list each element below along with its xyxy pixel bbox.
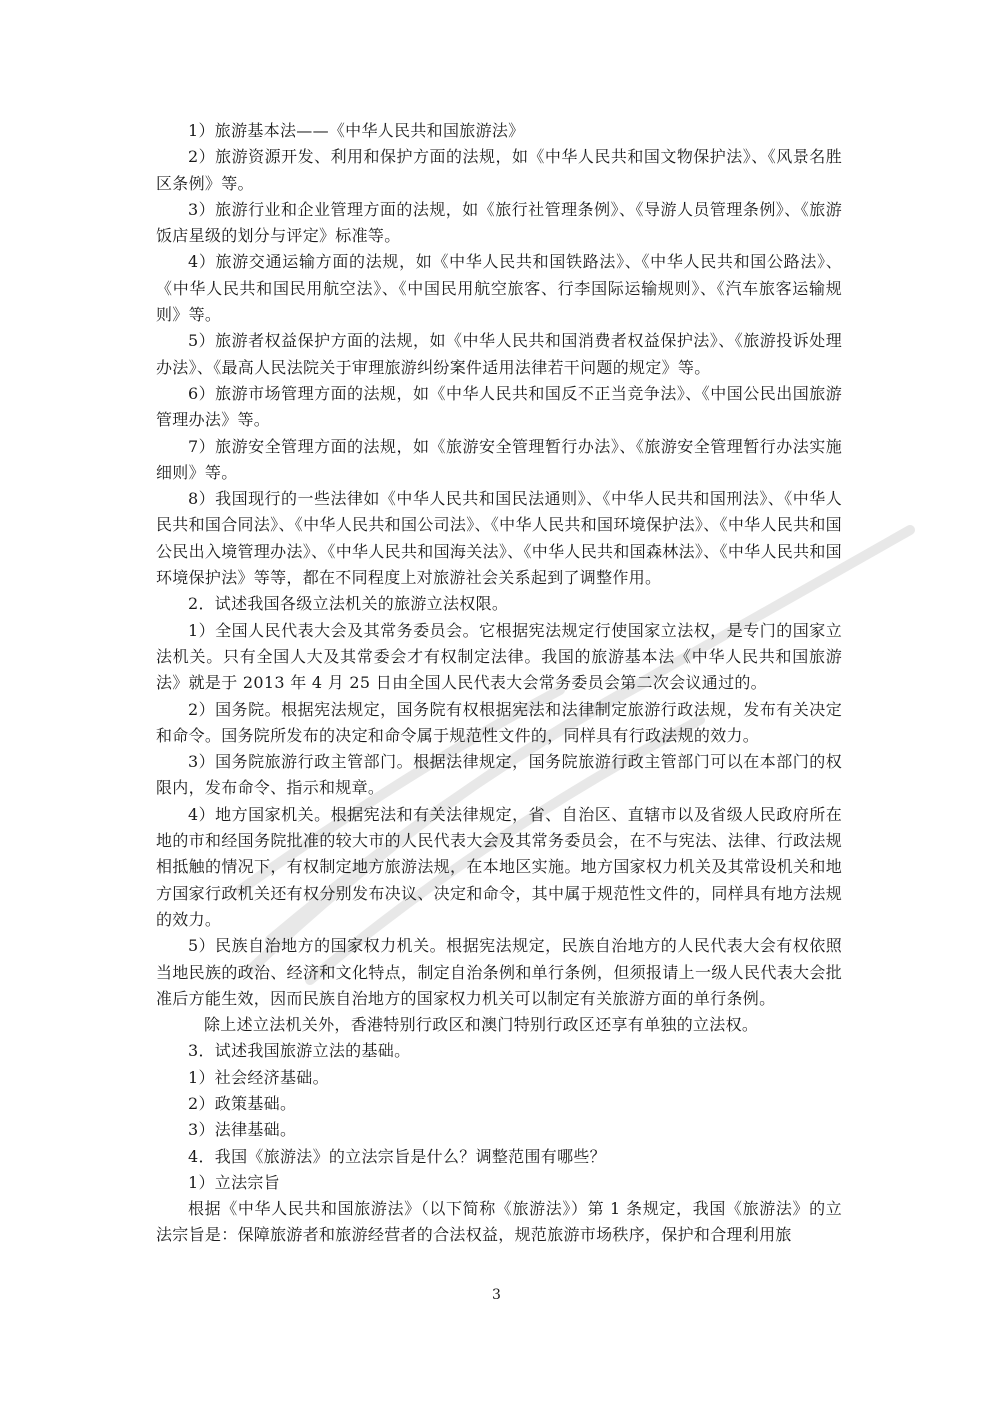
paragraph: 1）全国人民代表大会及其常务委员会。它根据宪法规定行使国家立法权，是专门的国家立法机关。只有全国人大及其常委会才有权制定法律。我国的旅游基本法《中华人民共和国旅游法》就是于 2013 年 4 月 25 日由全国人民代表大会常务委员会第二次会议通过的。 <box>156 620 842 693</box>
body-text <box>156 118 842 1249</box>
list-item: 1）社会经济基础。 <box>188 1067 329 1087</box>
paragraph: 6）旅游市场管理方面的法规，如《中华人民共和国反不正当竞争法》、《中国公民出国旅游管理办法》等。 <box>156 383 842 430</box>
paragraph: 8）我国现行的一些法律如《中华人民共和国民法通则》、《中华人民共和国刑法》、《中华人民共和国合同法》、《中华人民共和国公司法》、《中华人民共和国环境保护法》、《中华人民共和国公民出入境管理办法》、《中华人民共和国海关法》、《中华人民共和国森林法》、《中华人民共和国环境保护法》等等，都在不同程度上对旅游社会关系起到了调整作用。 <box>156 489 842 588</box>
paragraph: 4）地方国家机关。根据宪法和有关法律规定，省、自治区、直辖市以及省级人民政府所在地的市和经国务院批准的较大市的人民代表大会及其常务委员会，在不与宪法、法律、行政法规相抵触的情况下，有权制定地方旅游法规，在本地区实施。地方国家权力机关及其常设机关和地方国家行政机关还有权分别发布决议、决定和命令，其中属于规范性文件的，同样具有地方法规的效力。 <box>156 804 842 929</box>
paragraph: 5）旅游者权益保护方面的法规，如《中华人民共和国消费者权益保护法》、《旅游投诉处理办法》、《最高人民法院关于审理旅游纠纷案件适用法律若干问题的规定》等。 <box>156 331 842 377</box>
paragraph: 2）旅游资源开发、利用和保护方面的法规，如《中华人民共和国文物保护法》、《风景名胜区条例》等。 <box>156 147 842 193</box>
paragraph: 4）旅游交通运输方面的法规，如《中华人民共和国铁路法》、《中华人民共和国公路法》、《中华人民共和国民用航空法》、《中国民用航空旅客、行李国际运输规则》、《汽车旅客运输规则》等。 <box>156 252 842 325</box>
paragraph: 5）民族自治地方的国家权力机关。根据宪法规定，民族自治地方的人民代表大会有权依照当地民族的政治、经济和文化特点，制定自治条例和单行条例，但须报请上一级人民代表大会批准后方能生效，因而民族自治地方的国家权力机关可以制定有关旅游方面的单行条例。 <box>156 936 842 1008</box>
subheading: 1）立法宗旨 <box>188 1172 280 1192</box>
question-heading: 4．我国《旅游法》的立法宗旨是什么？调整范围有哪些？ <box>188 1146 606 1166</box>
list-item: 2）政策基础。 <box>188 1093 297 1113</box>
paragraph: 1）旅游基本法——《中华人民共和国旅游法》 <box>188 121 525 140</box>
paragraph: 3）旅游行业和企业管理方面的法规，如《旅行社管理条例》、《导游人员管理条例》、《旅游饭店星级的划分与评定》标准等。 <box>156 199 842 246</box>
list-item: 3）法律基础。 <box>188 1120 297 1140</box>
page-number: 3 <box>492 1287 501 1303</box>
paragraph: 除上述立法机关外，香港特别行政区和澳门特别行政区还享有单独的立法权。 <box>204 1015 759 1035</box>
paragraph: 3）国务院旅游行政主管部门。根据法律规定，国务院旅游行政主管部门可以在本部门的权限内，发布命令、指示和规章。 <box>156 752 842 798</box>
paragraph: 2）国务院。根据宪法规定，国务院有权根据宪法和法律制定旅游行政法规，发布有关决定和命令。国务院所发布的决定和命令属于规范性文件的，同样具有行政法规的效力。 <box>156 699 842 745</box>
question-heading: 3．试述我国旅游立法的基础。 <box>188 1041 411 1061</box>
paragraph: 7）旅游安全管理方面的法规，如《旅游安全管理暂行办法》、《旅游安全管理暂行办法实施细则》等。 <box>156 436 842 482</box>
question-heading: 2．试述我国各级立法机关的旅游立法权限。 <box>188 594 509 614</box>
paragraph: 根据《中华人民共和国旅游法》（以下简称《旅游法》）第 1 条规定，我国《旅游法》的立法宗旨是：保障旅游者和旅游经营者的合法权益，规范旅游市场秩序，保护和合理利用旅 <box>156 1199 842 1245</box>
